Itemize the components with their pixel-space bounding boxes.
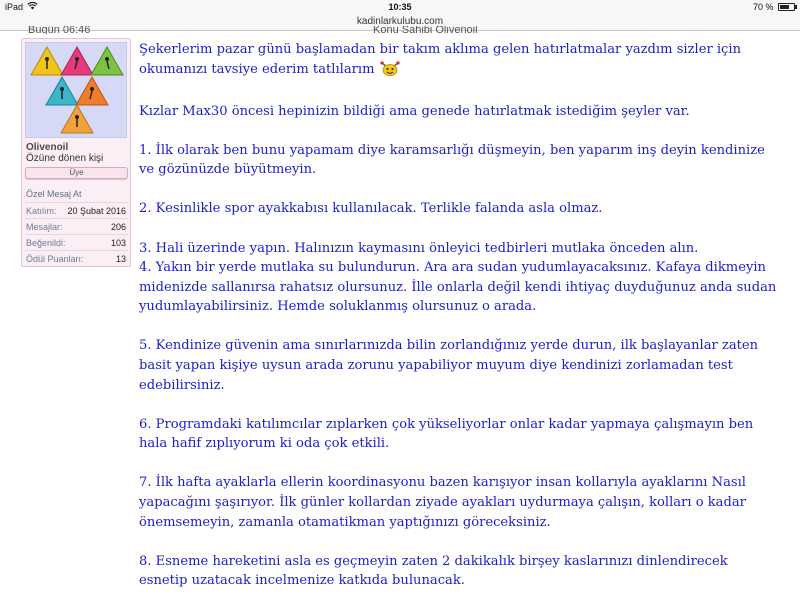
stat-label: Beğenildi: (26, 238, 66, 248)
battery-tip (795, 5, 797, 9)
stat-value: 20 Şubat 2016 (67, 206, 126, 216)
tip-1: 1. İlk olarak ben bunu yapamam diye karamsarlığı düşmeyin, ben yaparım inş deyin kendinize ve gözünüzde büyütmeyin. (139, 142, 765, 178)
post-date: Bugün 06:46 (28, 26, 91, 34)
user-rank-badge: Üye (25, 167, 128, 179)
avatar[interactable] (25, 42, 127, 138)
avatar-triangles-image (29, 45, 125, 135)
post-intro-line (139, 40, 779, 82)
username-link[interactable]: Olivenoil (26, 142, 69, 153)
status-bar (0, 0, 800, 14)
post-intro: Şekerlerim pazar günü başlamadan bir takım aklıma gelen hatırlatmalar yazdım sizler için okumanızı tavsiye ederim tatlılarım (139, 42, 742, 77)
stat-label: Ödül Puanları: (26, 254, 84, 264)
stat-value: 103 (110, 238, 126, 248)
battery-icon (778, 3, 795, 11)
stat-trophy-points (25, 250, 128, 266)
stat-value[interactable]: 13 (115, 254, 126, 264)
post-lead: Kızlar Max30 öncesi hepinizin bildiği ama genede hatırlatmak istediğim şeyler var. (139, 103, 690, 119)
url-text[interactable]: kadinlarkulubu.com (356, 16, 444, 27)
user-stats (25, 202, 128, 266)
stat-value[interactable]: 206 (110, 222, 126, 232)
stat-likes (25, 234, 128, 250)
post-body (139, 40, 779, 591)
tip-6: 6. Programdaki katılımcılar zıplarken çok yükseliyorlar onlar kadar yapmaya çalışmayın ben hala hafif zıplıyorum ki oda çok etkili. (139, 416, 754, 452)
tip-4: 4. Yakın bir yerde mutlaka su bulundurun. Ara ara sudan yudumlayacaksınız. Kafaya dikmeyin midenizde sallanırsa rahatsız olursunuz. İlle onlarla değil kendi ihtiyaç duyduğunuz anda sudan yudumlayabilirsiniz. Hemde soluklanmış olursunuz o arada. (139, 260, 777, 315)
stat-joined (25, 202, 128, 218)
battery-percent: 70 % (753, 2, 774, 12)
stat-label: Katılım: (26, 206, 57, 216)
stat-label: Mesajlar: (26, 222, 63, 232)
user-title: Özüne dönen kişi (26, 153, 104, 164)
user-info-panel (21, 38, 131, 267)
clock: 10:35 (388, 2, 412, 12)
tip-2: 2. Kesinlikle spor ayakkabısı kullanılacak. Terlikle falanda asla olmaz. (139, 201, 603, 217)
tip-5: 5. Kendinize güvenin ama sınırlarınızda bilin zorlandığınız yerde durun, ilk başlayanlar zaten basit yapan kişiye uysun arada zorunu yapabiliyor muyum diye kendinizi zorlamadan test edebilirsiniz. (139, 338, 759, 393)
stat-messages (25, 218, 128, 234)
thread-starter-label: Konu Sahibi Olivenoil (373, 26, 478, 34)
device-name: iPad (5, 2, 24, 12)
private-message-link[interactable]: Özel Mesaj At (26, 189, 82, 199)
tip-3: 3. Hali üzerinde yapın. Halınızın kaymasını önleyici tedbirleri mutlaka önceden alın. (139, 240, 699, 256)
tip-7: 7. İlk hafta ayaklarla ellerin koordinasyonu bazen karışıyor insan kollarıyla ayaklarını Nasıl yapacağını şaşırıyor. İlk günler kollardan ziyade ayakları uydurmaya çalışın, kolları o kadar önemsemeyin, zamanla otamatikman yaptığınızı göreceksiniz. (139, 475, 746, 530)
smiley-icon (379, 60, 401, 83)
tip-8: 8. Esneme hareketini asla es geçmeyin zaten 2 dakikalık birşey kaslarınızı dinlendirecek esnetip uzatacak incelmenize katkıda bulunacak. (139, 553, 728, 589)
